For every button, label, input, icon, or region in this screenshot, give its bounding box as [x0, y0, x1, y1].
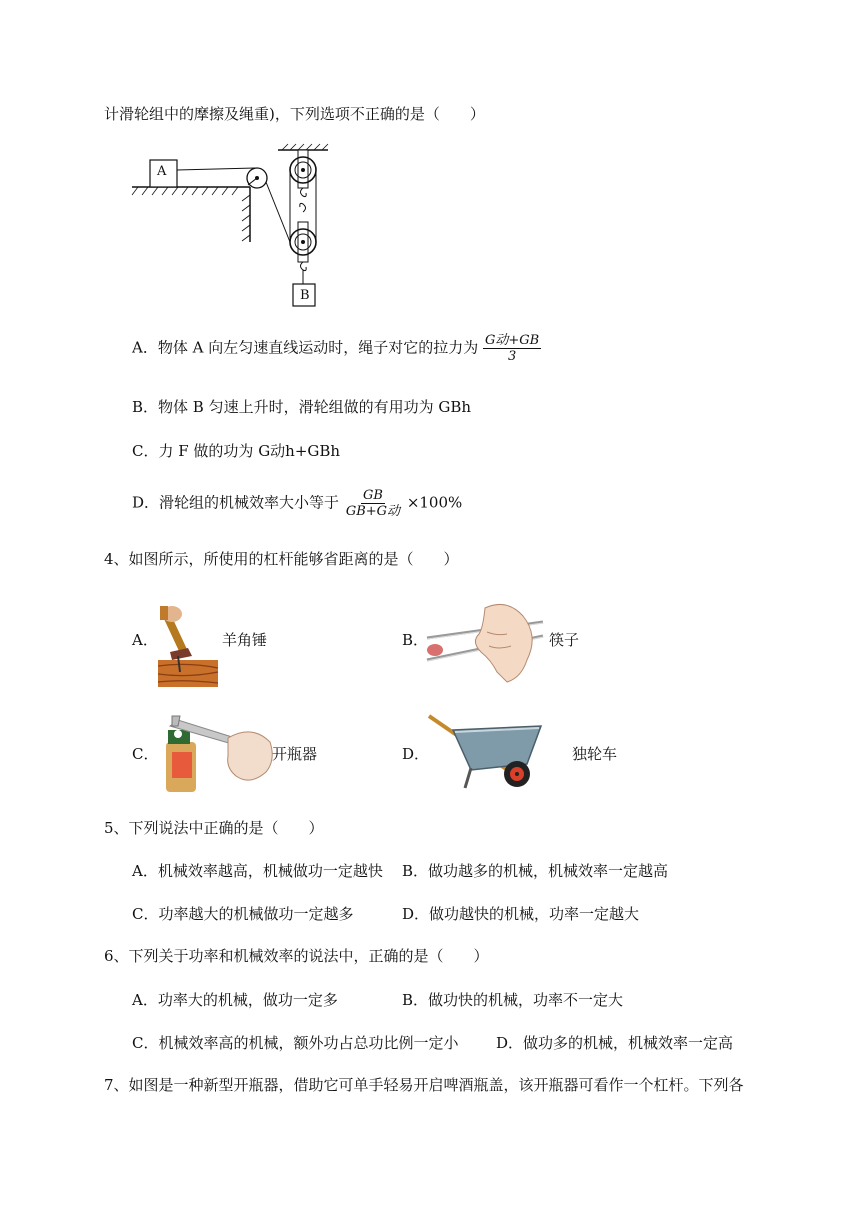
- q4-option-a-caption: 羊角锤: [222, 631, 268, 649]
- claw-hammer-icon: [158, 600, 220, 688]
- q6-option-c: C．机械效率高的机械，额外功占总功比例一定小: [132, 1034, 459, 1052]
- q4-option-a-letter: A．: [132, 631, 158, 649]
- q5-option-c: C．功率越大的机械做功一定越多: [132, 905, 354, 923]
- q4-option-b-letter: B．: [402, 631, 429, 649]
- q3-option-d-text: D．滑轮组的机械效率大小等于: [132, 493, 340, 512]
- q3-option-a: [132, 333, 541, 364]
- q4-option-c-caption: 开瓶器: [272, 745, 318, 763]
- q3-option-d: [132, 488, 462, 519]
- q5-option-b: B．做功越多的机械，机械效率一定越高: [402, 862, 669, 880]
- q3-option-a-fraction: [483, 333, 541, 364]
- q4-option-d-letter: D．: [402, 745, 430, 763]
- q3-option-a-text: A．物体 A 向左匀速直线运动时，绳子对它的拉力为: [132, 338, 479, 357]
- question-5-stem: 5、下列说法中正确的是（ ）: [104, 819, 324, 837]
- question-3-stem-tail: 计滑轮组中的摩擦及绳重)，下列选项不正确的是（ ）: [104, 105, 485, 123]
- bottle-opener-icon: [158, 712, 274, 792]
- question-4-stem: 4、如图所示，所使用的杠杆能够省距离的是（ ）: [104, 550, 459, 568]
- q6-option-a: A．功率大的机械，做功一定多: [132, 991, 338, 1009]
- q3-option-c: C．力 F 做的功为 G动h+GBh: [132, 442, 341, 460]
- chopsticks-icon: [425, 602, 545, 686]
- q3-option-d-denominator: GB+G动: [345, 504, 401, 519]
- q3-option-d-numerator: GB: [362, 488, 383, 503]
- q5-option-a: A．机械效率越高，机械做功一定越快: [132, 862, 383, 880]
- block-a-label: A: [157, 164, 167, 179]
- question-6-stem: 6、下列关于功率和机械效率的说法中，正确的是（ ）: [104, 947, 489, 965]
- question-7-stem: 7、如图是一种新型开瓶器，借助它可单手轻易开启啤酒瓶盖，该开瓶器可看作一个杠杆。下列各: [104, 1076, 744, 1094]
- q3-option-b: B．物体 B 匀速上升时，滑轮组做的有用功为 GBh: [132, 398, 472, 416]
- q3-option-a-denominator: 3: [507, 349, 517, 364]
- q3-option-a-numerator: G动+GB: [485, 333, 540, 348]
- q5-option-d: D．做功越快的机械，功率一定越大: [402, 905, 640, 923]
- q4-option-b-caption: 筷子: [549, 631, 580, 649]
- q6-option-d: D．做功多的机械，机械效率一定高: [496, 1034, 734, 1052]
- q3-option-d-suffix: ×100%: [406, 493, 463, 512]
- block-b-label: B: [300, 288, 310, 303]
- q4-option-c-letter: C．: [132, 745, 159, 763]
- q6-option-b: B．做功快的机械，功率不一定大: [402, 991, 624, 1009]
- wheelbarrow-icon: [425, 712, 545, 792]
- q4-option-d-caption: 独轮车: [572, 745, 618, 763]
- q3-option-d-fraction: [344, 488, 402, 519]
